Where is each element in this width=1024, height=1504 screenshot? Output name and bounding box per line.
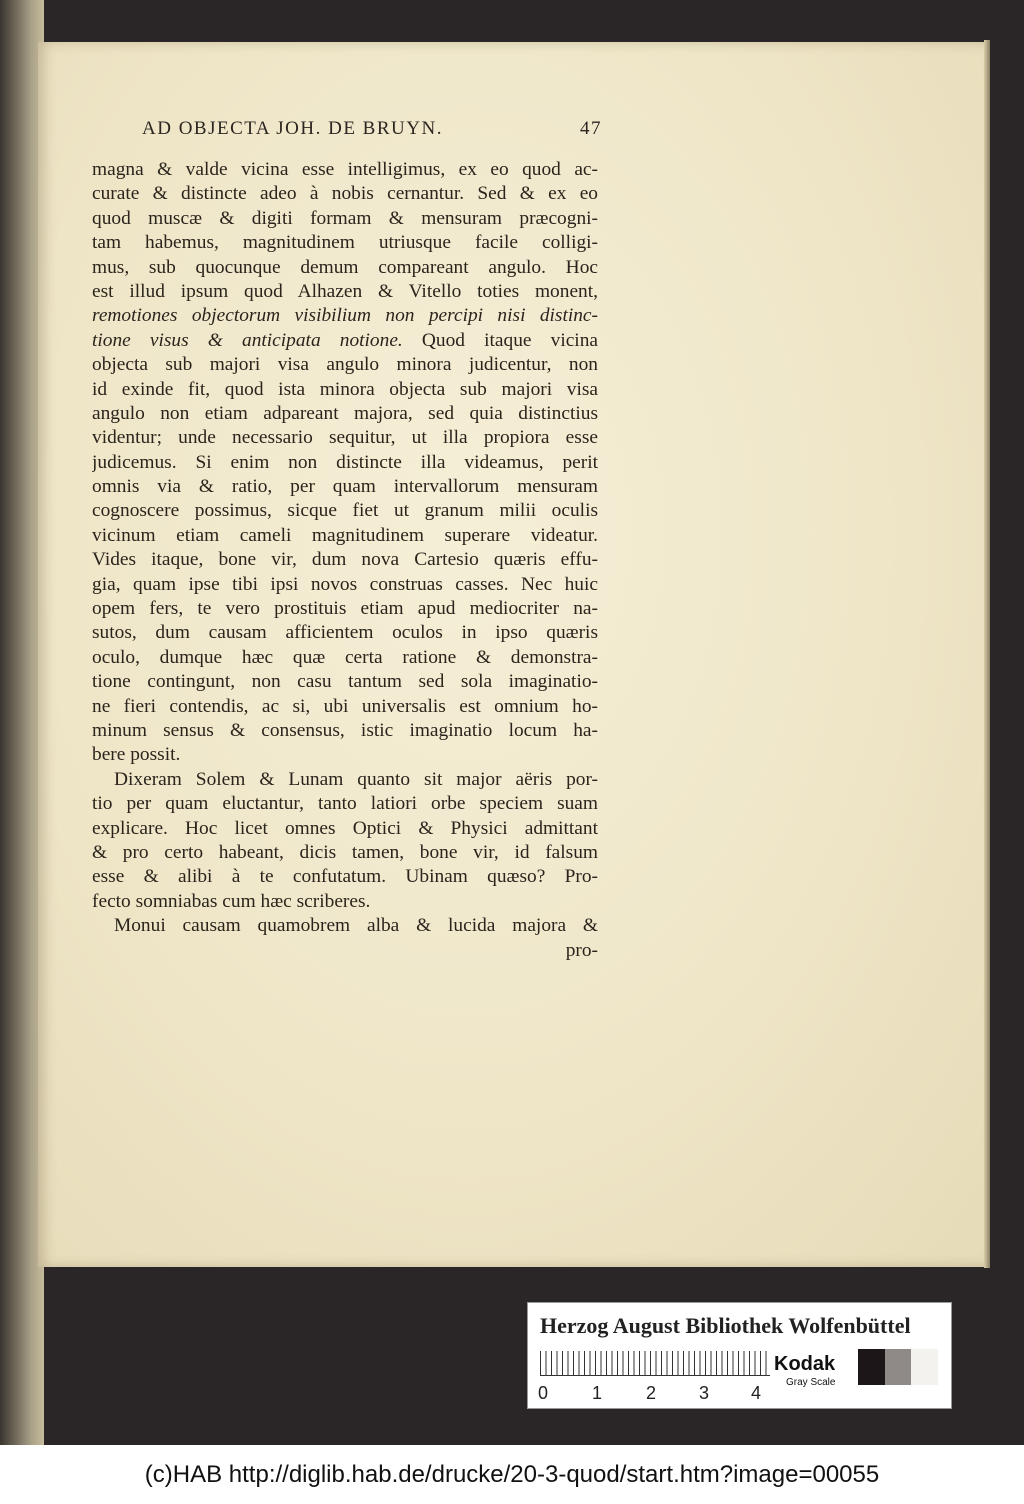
text-line: videntur; unde necessario sequitur, ut illa propiora esse — [92, 427, 598, 449]
text-line: omnis via & ratio, per quam intervallorum mensuram — [92, 476, 598, 498]
text-line: Monui causam quamobrem alba & lucida majora & — [114, 915, 598, 937]
ruler-tick-label: 1 — [592, 1383, 603, 1403]
text-line: mus, sub quocunque demum compareant angulo. Hoc — [92, 256, 598, 278]
text-line: magna & valde vicina esse intelligimus, ex eo quod ac- — [92, 159, 598, 180]
scale-ruler — [540, 1351, 770, 1376]
text-line: tione contingunt, non casu tantum sed sola imaginatio- — [92, 671, 598, 693]
text-line: ne fieri contendis, ac si, ubi universalis est omnium ho- — [92, 695, 598, 717]
text-line: id exinde fit, quod ista minora objecta sub majori visa — [92, 378, 598, 400]
library-color-target — [527, 1302, 952, 1409]
swatch-black — [858, 1349, 885, 1385]
text-line: objecta sub majori visa angulo minora judicentur, non — [92, 354, 598, 376]
text-line: sutos, dum causam afficientem oculos in ipso quæris — [92, 622, 598, 644]
text-line: esse & alibi à te confutatum. Ubinam quæso? Pro- — [92, 866, 598, 888]
text-line: Dixeram Solem & Lunam quanto sit major aëris por- — [114, 768, 598, 790]
text-line: explicare. Hoc licet omnes Optici & Physici admittant — [92, 817, 598, 839]
running-head — [142, 118, 602, 140]
text-line: tam habemus, magnitudinem utriusque facile colligi- — [92, 232, 598, 254]
catchword: pro- — [565, 939, 598, 961]
text-line-mixed: tione visus & anticipata notione. Quod itaque vicina — [92, 329, 598, 351]
text-line: gia, quam ipse tibi ipsi novos construas casses. Nec huic — [92, 573, 598, 595]
text-line: cognoscere possimus, sicque fiet ut granum milii oculis — [92, 500, 598, 522]
text-line: opem fers, te vero prostituis etiam apud mediocriter na- — [92, 598, 598, 620]
swatch-gray — [885, 1349, 912, 1385]
text-line: vicinum etiam cameli magnitudinem superare videatur. — [92, 524, 598, 546]
text-line-italic: remotiones objectorum visibilium non percipi nisi distinc- — [92, 305, 598, 327]
text-line: fecto somniabas cum hæc scriberes. — [92, 890, 371, 912]
swatch-white — [911, 1349, 938, 1385]
ruler-tick-label: 0 — [538, 1383, 549, 1403]
text-line: quod muscæ & digiti formam & mensuram præcogni- — [92, 207, 598, 229]
italic-phrase: tione visus & anticipata notione. — [92, 329, 403, 351]
ruler-tick-label: 2 — [646, 1383, 657, 1403]
library-name: Herzog August Bibliothek Wolfenbüttel — [540, 1313, 911, 1338]
kodak-logo: Kodak — [774, 1353, 836, 1375]
ruler-tick-label: 3 — [699, 1383, 710, 1403]
text-line: est illud ipsum quod Alhazen & Vitello toties monent, — [92, 280, 598, 302]
running-head-title: AD OBJECTA JOH. DE BRUYN. — [142, 118, 443, 139]
page-number: 47 — [580, 118, 602, 139]
gray-swatches — [858, 1349, 938, 1385]
copyright-footer: (c)HAB http://diglib.hab.de/drucke/20-3-quod/start.htm?image=00055 — [0, 1445, 1024, 1504]
text-line: Vides itaque, bone vir, dum nova Cartesio quæris effu- — [92, 549, 598, 571]
ruler-tick-label: 4 — [751, 1383, 762, 1403]
text-line: oculo, dumque hæc quæ certa ratione & demonstra- — [92, 646, 598, 668]
text-line: judicemus. Si enim non distincte illa videamus, perit — [92, 451, 598, 473]
text-line: minum sensus & consensus, istic imaginatio locum ha- — [92, 719, 598, 741]
text-line: angulo non etiam adpareant majora, sed quia distinctius — [92, 402, 598, 424]
text-line: bere possit. — [92, 744, 181, 766]
text-line: & pro certo habeant, dicis tamen, bone vir, id falsum — [92, 841, 598, 863]
text-line: curate & distincte adeo à nobis cernantur. Sed & ex eo — [92, 183, 598, 205]
body-text — [92, 158, 598, 963]
page-edge — [984, 40, 990, 1268]
text-line: tio per quam eluctantur, tanto latiori orbe speciem suam — [92, 793, 598, 815]
gray-scale-label: Gray Scale — [786, 1377, 836, 1388]
